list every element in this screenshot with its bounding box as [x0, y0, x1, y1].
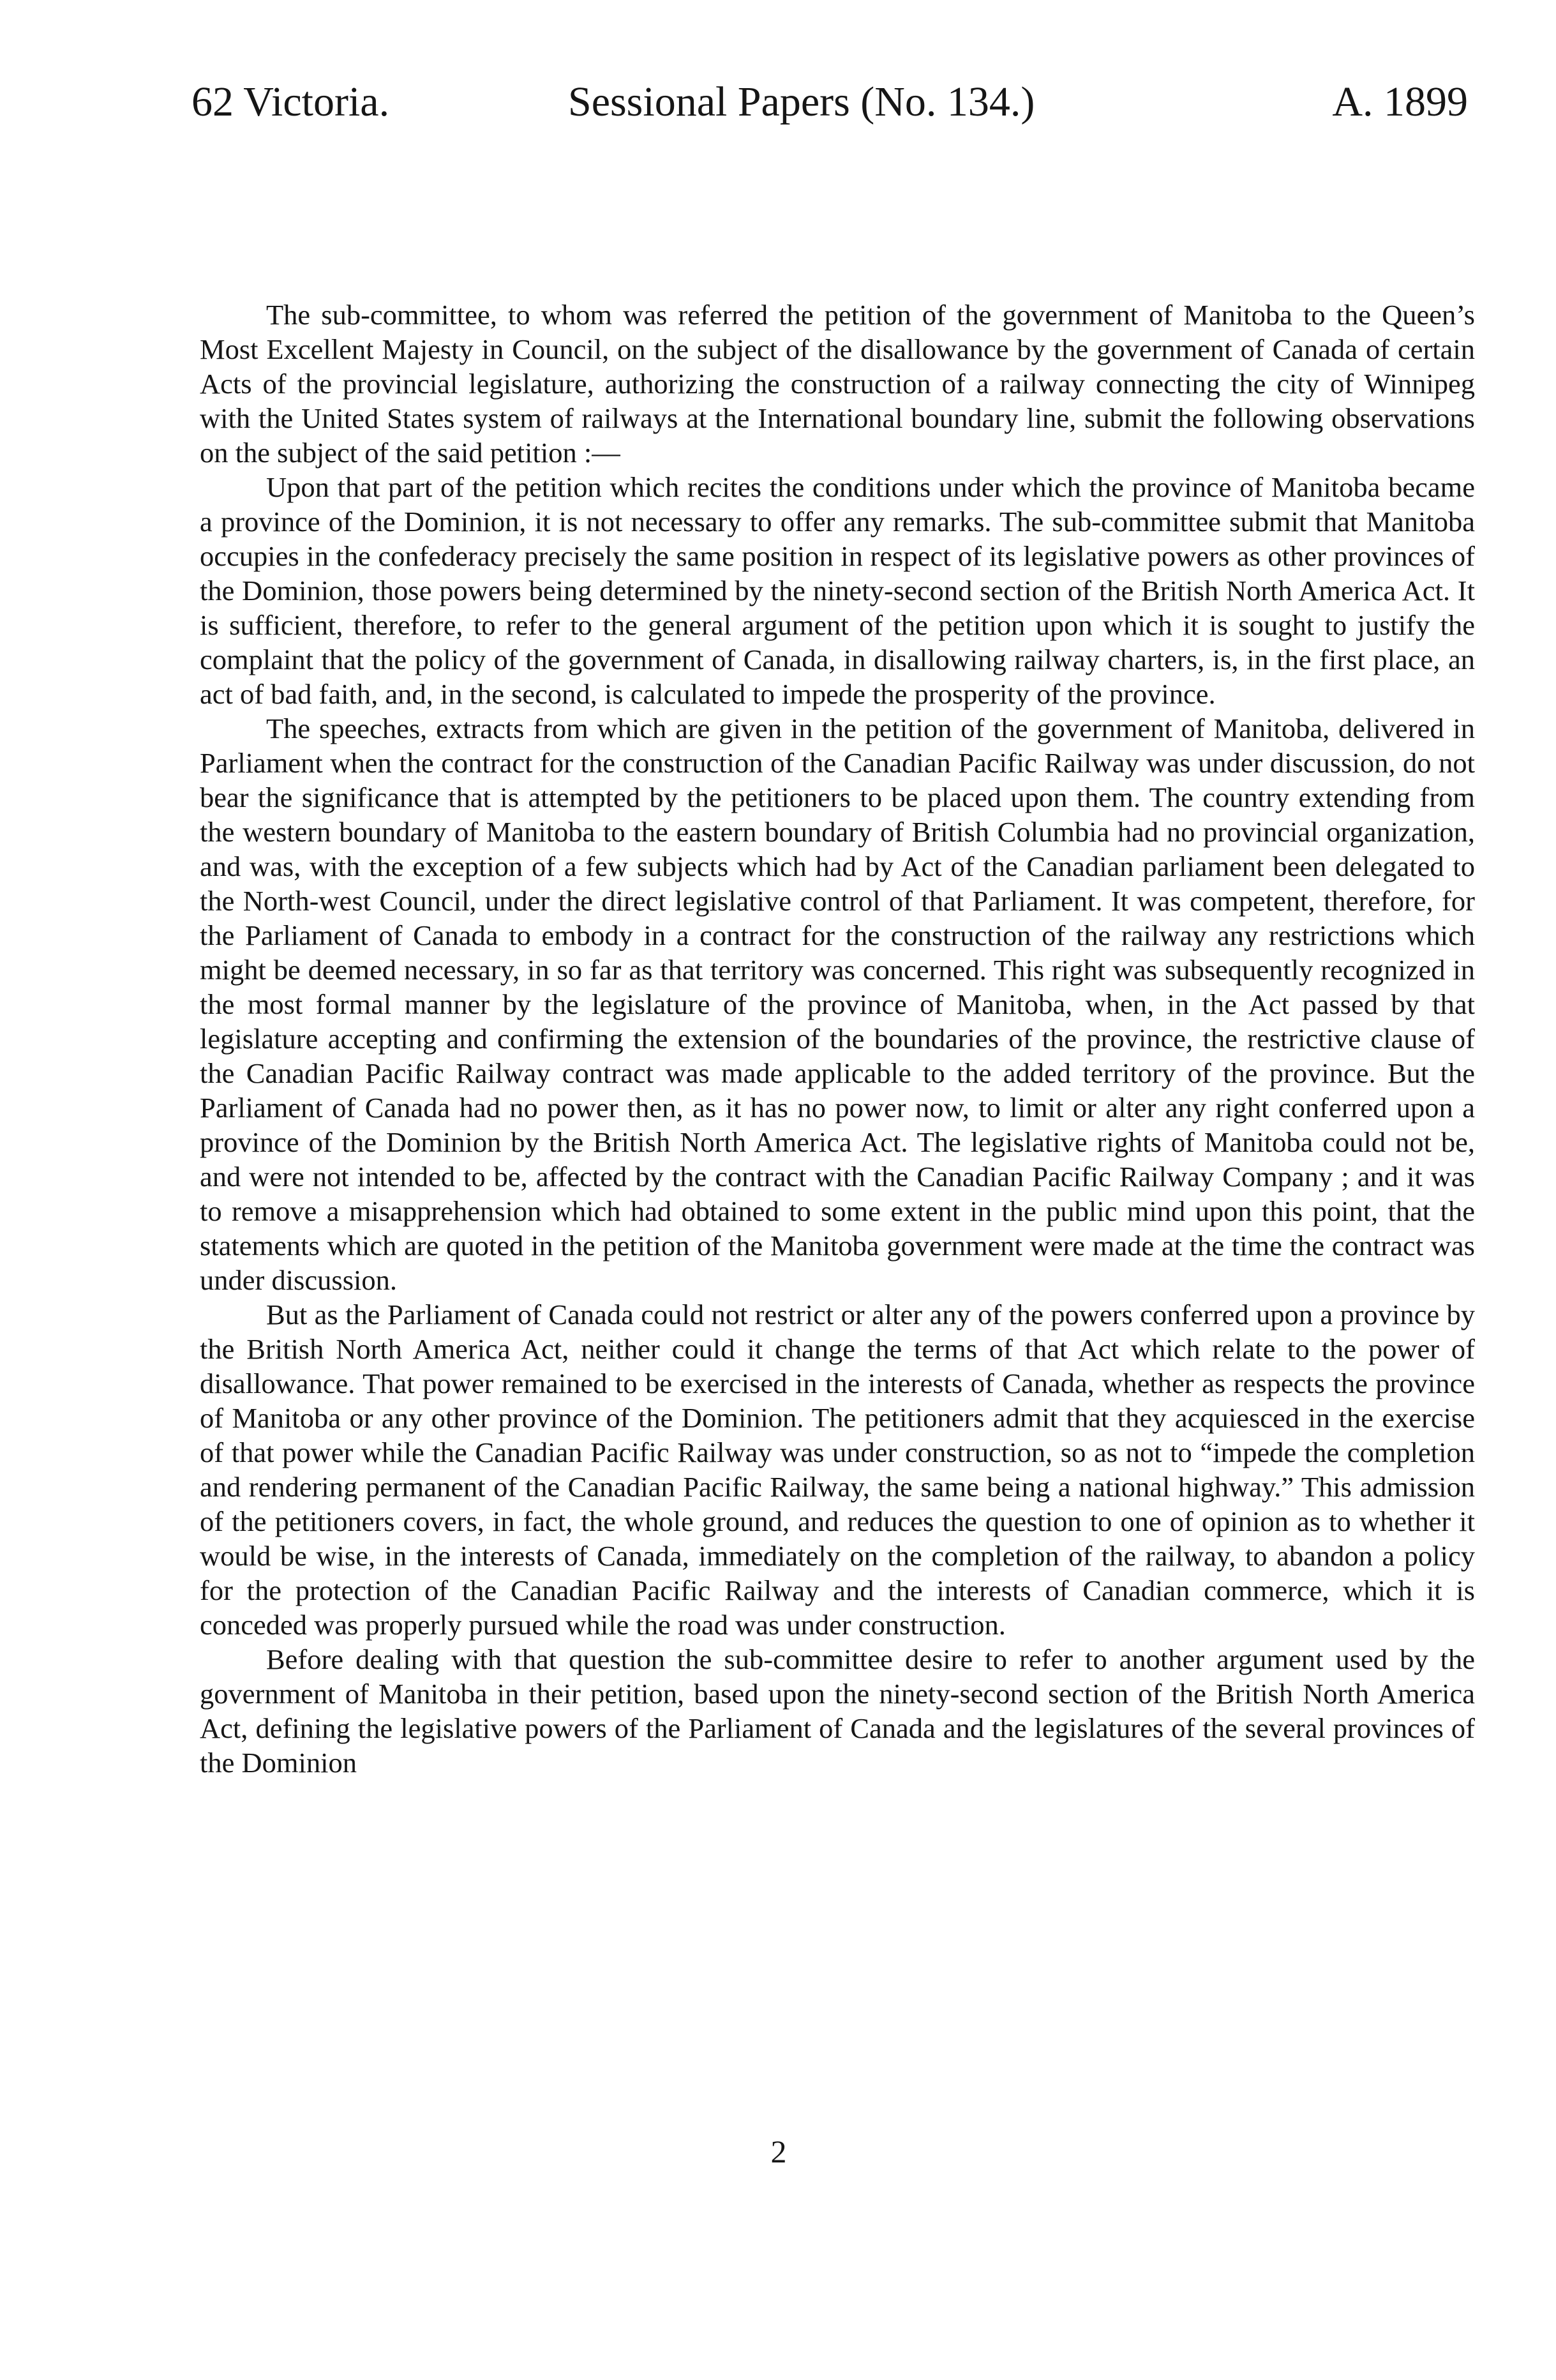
- body-text: [200, 298, 1475, 1780]
- header-session: 62 Victoria.: [191, 79, 390, 125]
- paragraph-3: The speeches, extracts from which are given in the petition of the government of Manitoba, delivered in Parliament when the contract for the construction of the Canadian Pacific Railway was under discussion, do not bear the significance that is attempted by the petitioners to be placed upon them. The country extending from the western boundary of Manitoba to the eastern boundary of British Columbia had no provincial organization, and was, with the exception of a few subjects which had by Act of the Canadian parliament been delegated to the North-west Council, under the direct legislative control of that Parliament. It was competent, therefore, for the Parliament of Canada to embody in a contract for the construction of the railway any restrictions which might be deemed necessary, in so far as that territory was concerned. This right was subsequently recognized in the most formal manner by the legislature of the province of Manitoba, when, in the Act passed by that legislature accepting and confirming the extension of the boundaries of the province, the restrictive clause of the Canadian Pacific Railway contract was made applicable to the added territory of the province. But the Parliament of Canada had no power then, as it has no power now, to limit or alter any right conferred upon a province of the Dominion by the British North America Act. The legislative rights of Manitoba could not be, and were not intended to be, affected by the contract with the Canadian Pacific Railway Company ; and it was to remove a misapprehension which had obtained to some extent in the public mind upon this point, that the statements which are quoted in the petition of the Manitoba government were made at the time the contract was under discussion.: [200, 712, 1475, 1296]
- paragraph-2: Upon that part of the petition which recites the conditions under which the province of Manitoba became a province of the Dominion, it is not necessary to offer any remarks. The sub-committee submit that Manitoba occupies in the confederacy precisely the same position in respect of its legislative powers as other provinces of the Dominion, those powers being determined by the ninety-second section of the British North America Act. It is sufficient, therefore, to refer to the general argument of the petition upon which it is sought to justify the complaint that the policy of the government of Canada, in disallowing railway charters, is, in the first place, an act of bad faith, and, in the second, is calculated to impede the prosperity of the province.: [200, 471, 1475, 710]
- running-header: [191, 73, 1468, 131]
- page-number: 2: [770, 2134, 787, 2169]
- header-year: A. 1899: [1332, 79, 1468, 125]
- paragraph-1: The sub-committee, to whom was referred the petition of the government of Manitoba to the Queen’s Most Excellent Majesty in Council, on the subject of the disallowance by the government of Canada of certain Acts of the provincial legislature, authorizing the construction of a railway connecting the city of Winnipeg with the United States system of railways at the International boundary line, submit the following observations on the subject of the said petition :—: [200, 299, 1475, 469]
- paragraph-4: But as the Parliament of Canada could not restrict or alter any of the powers conferred upon a province by the British North America Act, neither could it change the terms of that Act which relate to the power of disallowance. That power remained to be exercised in the interests of Canada, whether as respects the province of Manitoba or any other province of the Dominion. The petitioners admit that they acquiesced in the exercise of that power while the Canadian Pacific Railway was under construction, so as not to “impede the completion and rendering permanent of the Canadian Pacific Railway, the same being a national highway.” This admission of the petitioners covers, in fact, the whole ground, and reduces the question to one of opinion as to whether it would be wise, in the interests of Canada, immediately on the completion of the railway, to abandon a policy for the protection of the Canadian Pacific Railway and the interests of Canadian commerce, which it is conceded was properly pursued while the road was under construction.: [200, 1299, 1475, 1641]
- header-sessional-papers: Sessional Papers (No. 134.): [568, 79, 1035, 125]
- paragraph-5: Before dealing with that question the sub-committee desire to refer to another argument used by the government of Manitoba in their petition, based upon the ninety-second section of the British North America Act, defining the legislative powers of the Parliament of Canada and the legislatures of the several provinces of the Dominion: [200, 1643, 1475, 1779]
